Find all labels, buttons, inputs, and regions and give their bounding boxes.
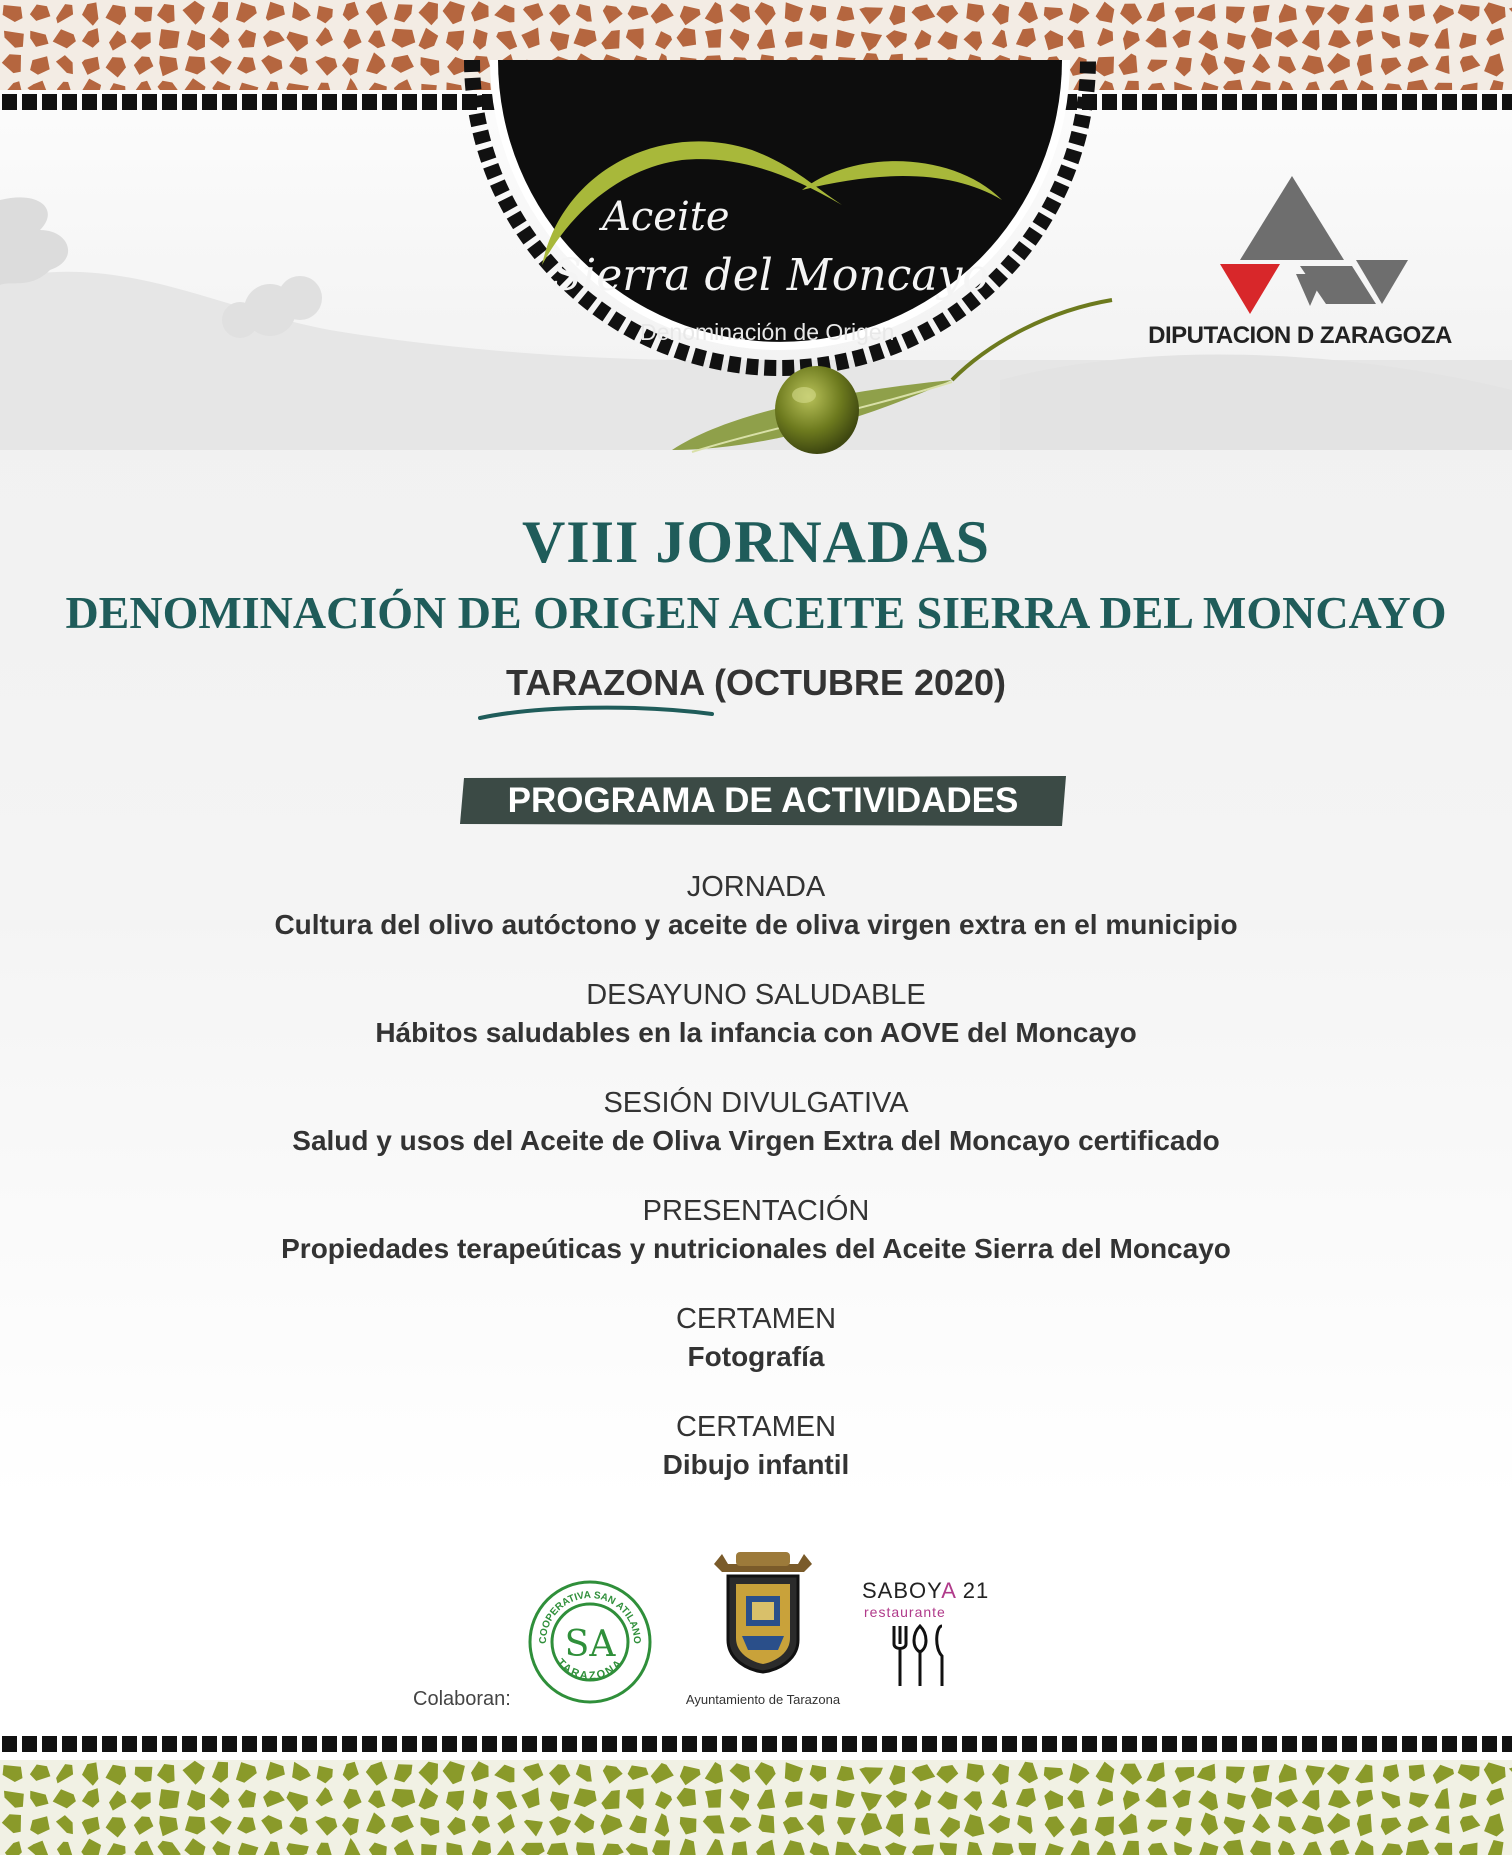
event-place-date [0, 662, 1512, 704]
tarazona-coat-of-arms [708, 1550, 818, 1674]
activity-description: Fotografía [687, 1341, 825, 1372]
cooperativa-town-text: TARAZONA [554, 1656, 626, 1683]
mosaic-tile [1019, 1843, 1036, 1855]
activity-category: JORNADA [686, 871, 826, 903]
diputacion-zaragoza-name: DIPUTACION D ZARAGOZA [1148, 322, 1452, 349]
logo-text-aceite: Aceite [602, 194, 730, 240]
mosaic-tile [732, 1841, 748, 1855]
saboya-name-part-a: SABOY [862, 1578, 942, 1603]
mosaic-tile [992, 1842, 1014, 1855]
program-heading-banner [460, 776, 1066, 826]
mosaic-tile [159, 1789, 180, 1809]
saboya-name-part-c: 21 [955, 1578, 990, 1603]
saboya-restaurant-name [862, 1578, 989, 1604]
activity-description: Hábitos saludables en la infancia con AOVE del Moncayo [375, 1017, 1137, 1048]
activity-item [0, 976, 1512, 1084]
activity-item [0, 1192, 1512, 1300]
cooperativa-ring-text: COOPERATIVA SAN ATILANO [537, 1589, 643, 1644]
bottom-mosaic-band [0, 1760, 1512, 1855]
mosaic-tile [421, 1844, 437, 1855]
activity-category: DESAYUNO SALUDABLE [586, 979, 926, 1011]
activity-category: CERTAMEN [675, 1303, 837, 1335]
event-place: TARAZONA [505, 662, 704, 703]
cooperativa-san-atilano-logo [528, 1580, 652, 1704]
activity-list [0, 868, 1512, 1516]
activity-description: Propiedades terapeúticas y nutricionales del Aceite Sierra del Moncayo [281, 1233, 1231, 1264]
saboya-restaurant-sub: restaurante [864, 1604, 946, 1620]
event-subtitle: DENOMINACIÓN DE ORIGEN ACEITE SIERRA DEL MONCAYO [65, 587, 1447, 638]
logo-text-sierra: Sierra del Moncayo [552, 250, 989, 301]
activity-description: Cultura del olivo autóctono y aceite de oliva virgen extra en el municipio [274, 909, 1238, 940]
place-underline [476, 700, 716, 724]
aceite-moncayo-logo [432, 60, 1128, 480]
mosaic-tile [159, 29, 180, 49]
cutlery-icon [886, 1620, 956, 1692]
sponsors-label: Colaboran: [413, 1688, 511, 1710]
activity-item [0, 1408, 1512, 1516]
program-heading: PROGRAMA DE ACTIVIDADES [507, 781, 1019, 820]
activity-item [0, 868, 1512, 976]
saboya-name-accent: A [941, 1578, 956, 1603]
bottom-dashed-border [0, 1736, 1512, 1752]
logo-text-denominacion: Denominación de Origen [640, 319, 895, 345]
activity-category: SESIÓN DIVULGATIVA [603, 1087, 909, 1119]
activity-description: Salud y usos del Aceite de Oliva Virgen Extra del Moncayo certificado [292, 1125, 1220, 1156]
activity-item [0, 1084, 1512, 1192]
cooperativa-initials: SA [564, 1624, 616, 1665]
event-date: (OCTUBRE 2020) [713, 662, 1007, 703]
activity-category: CERTAMEN [675, 1411, 837, 1443]
activity-item [0, 1300, 1512, 1408]
activity-category: PRESENTACIÓN [642, 1195, 870, 1227]
ayuntamiento-tarazona-label: Ayuntamiento de Tarazona [685, 1692, 841, 1707]
activity-description: Dibujo infantil [662, 1449, 850, 1480]
mosaic-tile [576, 1842, 595, 1855]
event-title: VIII JORNADAS [521, 509, 991, 575]
